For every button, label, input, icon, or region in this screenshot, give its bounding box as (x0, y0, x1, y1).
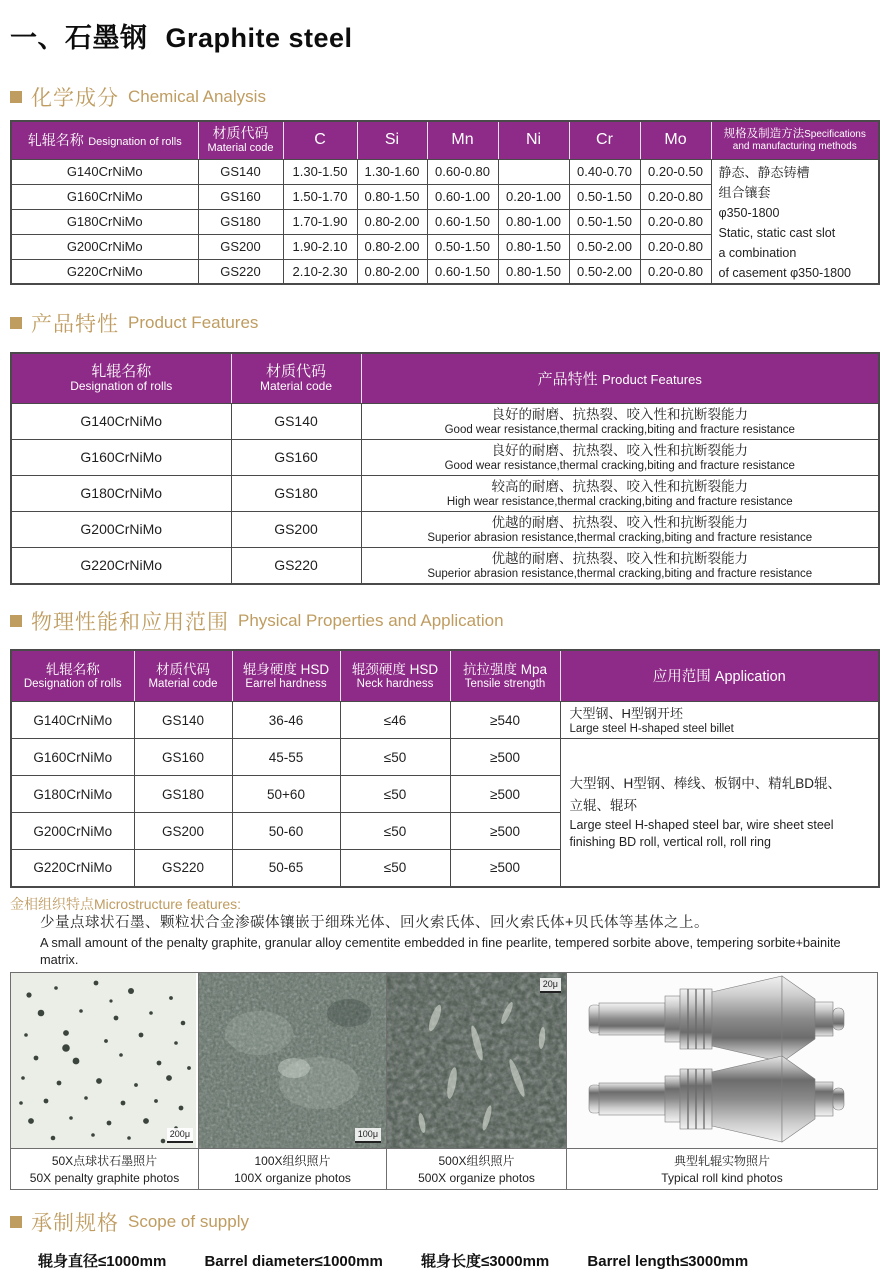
section-heading-supply (10, 1207, 878, 1237)
microstructure-text-zh: 少量点球状石墨、颗粒状合金渗碳体镶嵌于细珠光体、回火索氏体、回火索氏体+贝氏体等基体之上。 (40, 914, 709, 931)
photo-cell-500x (386, 973, 566, 1189)
col-header-features: 产品特性 Product Features (361, 353, 879, 403)
col-header-specifications: 规格及制造方法Specifications and manufacturing methods (711, 121, 879, 159)
photo-caption: 50X点球状石墨照片 50X penalty graphite photos (11, 1148, 198, 1189)
section-heading-physical (10, 606, 878, 636)
table-row: G200CrNiMo GS200 1.90-2.10 0.80-2.00 0.50-1.50 0.80-1.50 0.50-2.00 0.20-0.80 (11, 234, 879, 259)
section-bullet-icon (10, 1216, 22, 1228)
table-row: G180CrNiMo GS180 较高的耐磨、抗热裂、咬入性和抗断裂能力 High wear resistance,thermal cracking,biting and fracture resistance (11, 475, 879, 511)
features-heading-en: Product Features (128, 313, 259, 332)
col-header-rolls: 轧辊名称 Designation of rolls (11, 353, 231, 403)
col-header-application: 应用范围 Application (560, 650, 879, 702)
col-header-ni: Ni (498, 121, 569, 159)
table-header-row (11, 353, 879, 403)
table-row: G160CrNiMo GS160 45-55 ≤50 ≥500 大型钢、H型钢、棒线、板钢中、精轧BD辊、 立辊、辊环 Large steel H-shaped steel bar, wire sheet steel finishing BD roll, vertical roll, roll ring (11, 739, 879, 776)
section-bullet-icon (10, 317, 22, 329)
col-header-barrel-hardness: 辊身硬度 HSD Earrel hardness (232, 650, 340, 702)
photo-cell-roll (566, 973, 877, 1189)
col-header-mn: Mn (427, 121, 498, 159)
table-row: G140CrNiMo GS140 36-46 ≤46 ≥540 大型钢、H型钢开坯 Large steel H-shaped steel billet (11, 702, 879, 739)
spec-barrel-diameter-en: Barrel diameter≤1000mm (204, 1252, 383, 1270)
physical-properties-table (10, 649, 880, 888)
table-row: G140CrNiMo GS140 1.30-1.50 1.30-1.60 0.60-0.80 0.40-0.70 0.20-0.50 静态、静态铸槽 组合镶套 φ350-1800 Static, static cast slot a combination of casement φ350-1800 (11, 159, 879, 184)
table-row: G180CrNiMo GS180 1.70-1.90 0.80-2.00 0.60-1.50 0.80-1.00 0.50-1.50 0.20-0.80 (11, 209, 879, 234)
scale-bar-label: 100μ (355, 1128, 381, 1143)
table-row: G160CrNiMo GS160 1.50-1.70 0.80-1.50 0.60-1.00 0.20-1.00 0.50-1.50 0.20-0.80 (11, 184, 879, 209)
table-row: G220CrNiMo GS220 优越的耐磨、抗热裂、咬入性和抗断裂能力 Superior abrasion resistance,thermal cracking,biting and fracture resistance (11, 547, 879, 584)
table-row: G220CrNiMo GS220 50-65 ≤50 ≥500 (11, 850, 879, 887)
photo-caption: 500X组织照片 500X organize photos (387, 1148, 566, 1189)
table-row: G160CrNiMo GS160 良好的耐磨、抗热裂、咬入性和抗断裂能力 Good wear resistance,thermal cracking,biting and fracture resistance (11, 439, 879, 475)
chemical-heading-en: Chemical Analysis (128, 87, 266, 106)
col-header-neck-hardness: 辊颈硬度 HSD Neck hardness (340, 650, 450, 702)
roll-photo (567, 973, 877, 1148)
graphite-dots-image (11, 973, 196, 1148)
col-header-rolls: 轧辊名称 Designation of rolls (11, 121, 198, 159)
page-title (10, 16, 878, 55)
photo-caption: 典型轧辊实物照片 Typical roll kind photos (567, 1148, 877, 1189)
physical-heading-en: Physical Properties and Application (238, 610, 504, 630)
col-header-tensile-strength: 抗拉强度 Mpa Tensile strength (450, 650, 560, 702)
chemical-heading-zh: 化学成分 (31, 87, 119, 110)
page-title-en: Graphite steel (165, 23, 353, 53)
scale-bar-label: 20μ (540, 978, 561, 993)
photo-cell-100x (198, 973, 386, 1189)
cell-specifications: 静态、静态铸槽 组合镶套 φ350-1800 Static, static cast slot a combination of casement φ350-1800 (711, 159, 879, 284)
supply-heading-zh: 承制规格 (31, 1211, 119, 1235)
spec-barrel-length-zh: 辊身长度≤3000mm (420, 1252, 550, 1270)
col-header-rolls: 轧辊名称 Designation of rolls (11, 650, 134, 702)
col-header-c: C (283, 121, 357, 159)
microstructure-label: 金相组织特点Microstructure features: (10, 895, 242, 912)
col-header-cr: Cr (569, 121, 640, 159)
page-title-zh: 一、石墨钢 (10, 23, 148, 53)
section-bullet-icon (10, 615, 22, 627)
section-bullet-icon (10, 91, 22, 103)
photo-strip (10, 972, 878, 1190)
table-row: G200CrNiMo GS200 50-60 ≤50 ≥500 (11, 813, 879, 850)
table-header-row (11, 650, 879, 702)
spec-barrel-length-en: Barrel length≤3000mm (587, 1252, 749, 1270)
scale-bar-label: 200μ (167, 1128, 193, 1143)
section-heading-chemical (10, 82, 878, 112)
col-header-code: 材质代码 Material code (231, 353, 361, 403)
cell-roll-name: G140CrNiMo (11, 159, 198, 184)
cell-material-code: GS140 (198, 159, 283, 184)
physical-heading-zh: 物理性能和应用范围 (31, 610, 229, 634)
product-features-table (10, 352, 880, 585)
micrograph-photo-500x (387, 973, 566, 1148)
supply-specs (38, 1250, 878, 1271)
photo-caption: 100X组织照片 100X organize photos (199, 1148, 386, 1189)
microstructure-features (10, 895, 878, 968)
col-header-si: Si (357, 121, 427, 159)
spec-barrel-diameter-zh: 辊身直径≤1000mm (38, 1252, 167, 1270)
table-header-row (11, 121, 879, 159)
section-heading-features (10, 308, 878, 338)
microstructure-image-500x (387, 973, 566, 1148)
micrograph-photo-100x (199, 973, 386, 1148)
supply-heading-en: Scope of supply (128, 1211, 249, 1231)
cell-application-first: 大型钢、H型钢开坯 Large steel H-shaped steel billet (560, 702, 879, 739)
cell-application-merged: 大型钢、H型钢、棒线、板钢中、精轧BD辊、 立辊、辊环 Large steel H-shaped steel bar, wire sheet steel finishing BD roll, vertical roll, roll ring (560, 739, 879, 887)
col-header-code: 材质代码 Material code (134, 650, 232, 702)
table-row: G220CrNiMo GS220 2.10-2.30 0.80-2.00 0.60-1.50 0.80-1.50 0.50-2.00 0.20-0.80 (11, 259, 879, 284)
col-header-mo: Mo (640, 121, 711, 159)
chemical-analysis-table (10, 120, 880, 285)
typical-roll-image (567, 973, 877, 1148)
table-row: G140CrNiMo GS140 良好的耐磨、抗热裂、咬入性和抗断裂能力 Good wear resistance,thermal cracking,biting and fracture resistance (11, 403, 879, 439)
photo-cell-50x (11, 973, 198, 1189)
microstructure-text-en: A small amount of the penalty graphite, granular alloy cementite embedded in fine pearlite, tempered sorbite above, tempering sorbite+bainite matrix. (40, 934, 841, 967)
microstructure-image-100x (199, 973, 386, 1148)
table-row: G180CrNiMo GS180 50+60 ≤50 ≥500 (11, 776, 879, 813)
micrograph-photo-50x (11, 973, 198, 1148)
col-header-code: 材质代码 Material code (198, 121, 283, 159)
features-heading-zh: 产品特性 (31, 313, 119, 336)
table-row: G200CrNiMo GS200 优越的耐磨、抗热裂、咬入性和抗断裂能力 Superior abrasion resistance,thermal cracking,biting and fracture resistance (11, 511, 879, 547)
